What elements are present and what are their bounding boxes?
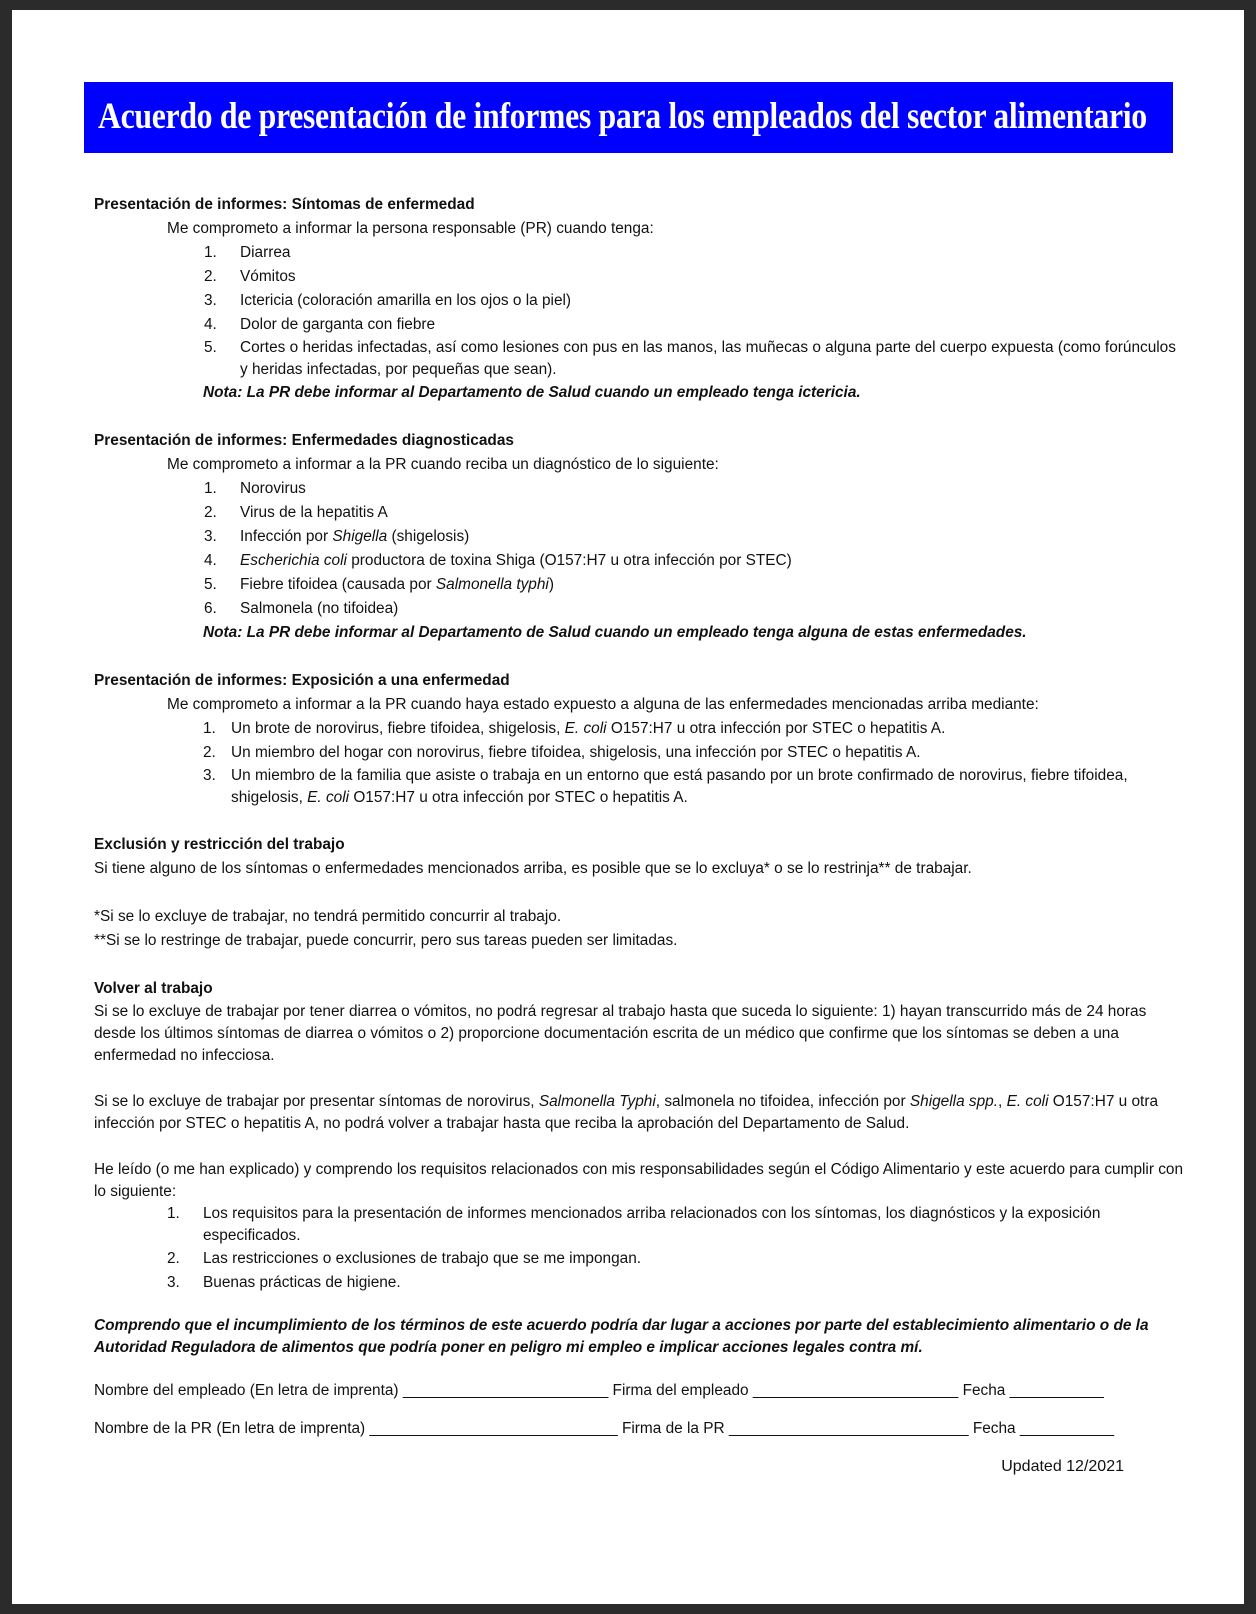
pr-name-line[interactable]: _____________________________: [369, 1420, 618, 1437]
return-paragraph-1: Si se lo excluye de trabajar por tener diarrea o vómitos, no podrá regresar al trabajo hasta que suceda lo siguiente: 1) hayan transcurrido más de 24 horas desde los últimos síntomas de diarrea o vómitos o 2) proporcione documentación escrita de un médico que confirme que los síntomas se deben a una enfermedad no infecciosa.: [94, 1003, 1147, 1064]
employee-signature-line[interactable]: ________________________: [752, 1382, 959, 1399]
list-item: 1. Un brote de norovirus, fiebre tifoidea, shigelosis, E. coli O157:H7 u otra infección por STEC o hepatitis A.: [203, 720, 946, 737]
document-body: [94, 193, 1184, 1479]
exposure-list: [94, 717, 1184, 809]
pr-signature-row: [94, 1417, 1184, 1441]
symptoms-list: [94, 241, 1184, 381]
employee-name-line[interactable]: ________________________: [402, 1382, 609, 1399]
list-item: 1. Norovirus: [204, 480, 306, 497]
list-item: 3. Un miembro de la familia que asiste o trabaja en un entorno que está pasando por un brote confirmado de norovirus, fiebre tifoidea, shigelosis, E. coli O157:H7 u otra infección por STEC o hepatitis A.: [203, 767, 1128, 806]
list-item: 4. Escherichia coli productora de toxina Shiga (O157:H7 u otra infección por STEC): [204, 552, 792, 569]
list-item: 2. Vómitos: [204, 268, 296, 285]
list-item: 2. Virus de la hepatitis A: [204, 504, 388, 521]
list-item: 3. Ictericia (coloración amarilla en los ojos o la piel): [204, 292, 572, 309]
list-item: 4. Dolor de garganta con fiebre: [204, 316, 436, 333]
updated-date: Updated 12/2021: [1001, 1458, 1124, 1475]
employee-date-line[interactable]: ___________: [1009, 1382, 1104, 1399]
pr-date-line[interactable]: ___________: [1019, 1420, 1115, 1437]
diagnoses-list: [94, 477, 1184, 621]
exclusion-text: Si tiene alguno de los síntomas o enfermedades mencionados arriba, es posible que se lo excluya* o se lo restrinja** de trabajar.: [94, 860, 972, 877]
pr-signature-label: Firma de la PR: [621, 1420, 725, 1437]
agreement-list: [94, 1203, 1184, 1295]
list-item: 2. Las restricciones o exclusiones de trabajo que se me impongan.: [167, 1250, 642, 1267]
date-label: Fecha: [972, 1420, 1016, 1437]
pr-name-label: Nombre de la PR (En letra de imprenta): [94, 1420, 366, 1437]
pr-signature-line[interactable]: ____________________________: [728, 1420, 969, 1437]
document-page: [12, 10, 1244, 1604]
section-intro: Me comprometo a informar a la PR cuando haya estado expuesto a alguna de las enfermedades mencionadas arriba mediante:: [167, 696, 1039, 713]
list-item: 2. Un miembro del hogar con norovirus, fiebre tifoidea, shigelosis, una infección por STEC o hepatitis A.: [203, 744, 921, 761]
date-label: Fecha: [962, 1382, 1006, 1399]
list-item: 3. Infección por Shigella (shigelosis): [204, 528, 470, 545]
list-item: 1. Diarrea: [204, 244, 291, 261]
section-heading-diagnosed: Presentación de informes: Enfermedades diagnosticadas: [94, 432, 514, 449]
list-item: 1. Los requisitos para la presentación de informes mencionados arriba relacionados con los síntomas, los diagnósticos y la exposición especificados.: [167, 1205, 1101, 1244]
section-heading-return: Volver al trabajo: [94, 980, 213, 997]
employee-signature-label: Firma del empleado: [612, 1382, 749, 1399]
list-item: 6. Salmonela (no tifoidea): [204, 600, 399, 617]
footnote-restricted: **Si se lo restringe de trabajar, puede concurrir, pero sus tareas pueden ser limitadas.: [94, 932, 678, 949]
note: Nota: La PR debe informar al Departamento de Salud cuando un empleado tenga ictericia.: [203, 384, 861, 401]
list-item: 3. Buenas prácticas de higiene.: [167, 1274, 401, 1291]
section-heading-exclusion: Exclusión y restricción del trabajo: [94, 836, 345, 853]
section-intro: Me comprometo a informar la persona responsable (PR) cuando tenga:: [167, 220, 654, 237]
employee-name-label: Nombre del empleado (En letra de imprenta): [94, 1382, 399, 1399]
list-item: 5. Cortes o heridas infectadas, así como lesiones con pus en las manos, las muñecas o alguna parte del cuerpo expuesta (como forúnculos y heridas infectadas, por pequeñas que sean).: [204, 339, 1176, 378]
section-intro: Me comprometo a informar a la PR cuando reciba un diagnóstico de lo siguiente:: [167, 456, 719, 473]
footnote-excluded: *Si se lo excluye de trabajar, no tendrá permitido concurrir al trabajo.: [94, 908, 562, 925]
section-heading-exposure: Presentación de informes: Exposición a una enfermedad: [94, 672, 510, 689]
employee-signature-row: [94, 1379, 1184, 1403]
agreement-statement: Comprendo que el incumplimiento de los términos de este acuerdo podría dar lugar a acciones por parte del establecimiento alimentario o de la Autoridad Reguladora de alimentos que podría poner en peligro mi empleo e implicar acciones legales contra mí.: [94, 1317, 1149, 1356]
note: Nota: La PR debe informar al Departamento de Salud cuando un empleado tenga alguna de estas enfermedades.: [203, 624, 1027, 641]
return-paragraph-2: Si se lo excluye de trabajar por presentar síntomas de norovirus, Salmonella Typhi, salmonela no tifoidea, infección por Shigella spp., E. coli O157:H7 u otra infección por STEC o hepatitis A, no podrá volver a trabajar hasta que reciba la aprobación del Departamento de Salud.: [94, 1093, 1159, 1132]
title-banner: [84, 82, 1173, 153]
section-heading-symptoms: Presentación de informes: Síntomas de enfermedad: [94, 196, 475, 213]
list-item: 5. Fiebre tifoidea (causada por Salmonella typhi): [204, 576, 554, 593]
agreement-intro: He leído (o me han explicado) y comprendo los requisitos relacionados con mis responsabilidades según el Código Alimentario y este acuerdo para cumplir con lo siguiente:: [94, 1161, 1184, 1200]
document-title: Acuerdo de presentación de informes para los empleados del sector alimentario: [98, 96, 1147, 137]
